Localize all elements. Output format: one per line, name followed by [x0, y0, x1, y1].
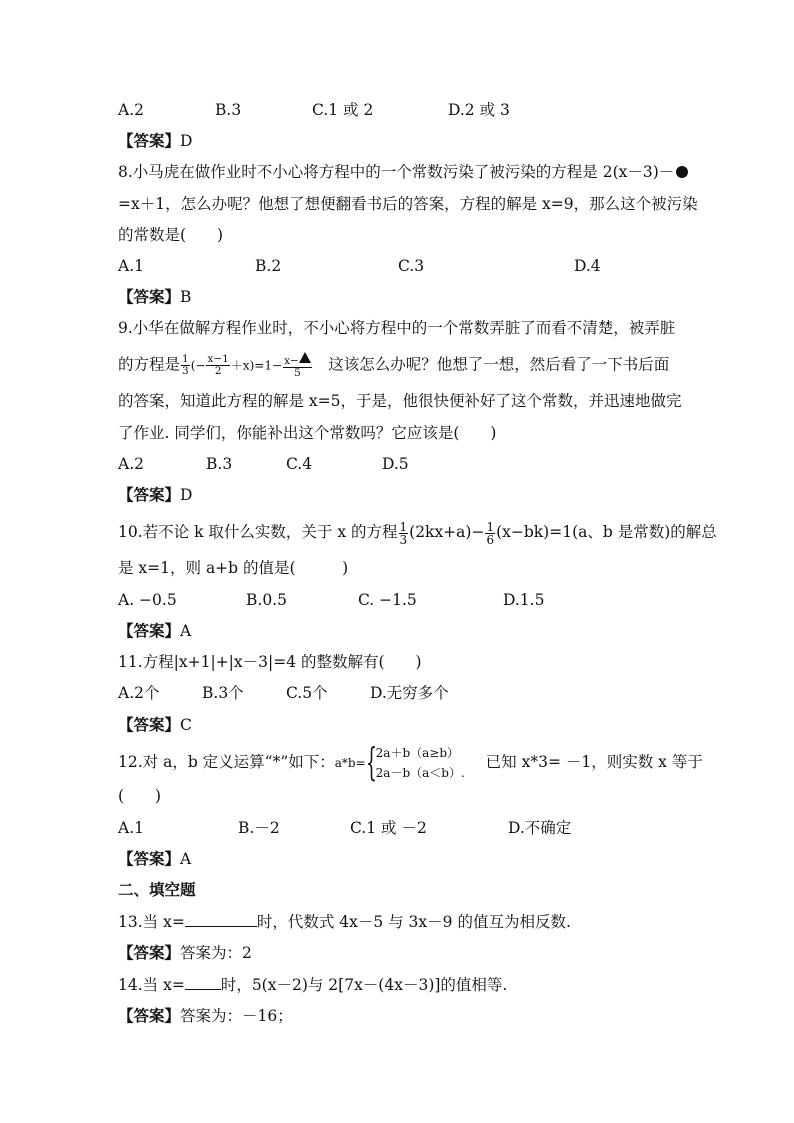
numerator: x− — [283, 352, 312, 368]
q12-option-c: C.1 或 －2 — [350, 819, 427, 837]
q7-option-b: B.3 — [215, 101, 242, 119]
q7-answer — [118, 131, 192, 151]
q10-text: 10.若不论 k 取什么实数，关于 x 的方程 — [118, 523, 398, 541]
q10-option-d: D.1.5 — [503, 591, 545, 609]
q8-option-a: A.1 — [118, 257, 144, 275]
answer-label: 【答案】 — [118, 132, 181, 150]
ink-blot-circle-icon — [676, 166, 688, 178]
answer-label: 【答案】 — [118, 288, 181, 306]
q8-line2: =x＋1，怎么办呢？他想了想便翻看书后的答案，方程的解是 x=9，那么这个被污染 — [118, 195, 698, 213]
q12-option-b: B.－2 — [238, 819, 280, 837]
fraction — [206, 354, 229, 377]
answer-label: 【答案】 — [118, 1007, 181, 1025]
answer-value: 答案为：2 — [180, 944, 252, 962]
q12-option-d: D.不确定 — [508, 819, 572, 837]
q11-options — [118, 683, 449, 703]
q9-answer — [118, 485, 192, 505]
q11-answer — [118, 715, 192, 735]
q8-option-b: B.2 — [255, 257, 282, 275]
fraction — [485, 521, 495, 546]
q9-line2 — [118, 352, 669, 379]
q7-options — [118, 100, 510, 120]
q10-option-a: A. −0.5 — [118, 591, 177, 609]
answer-label: 【答案】 — [118, 850, 181, 868]
denominator: 5 — [294, 367, 301, 379]
q14-text: 14.当 x= — [118, 976, 185, 994]
equation-part: (− — [190, 358, 206, 373]
q12-option-a: A.1 — [118, 819, 144, 837]
equation-part: ＋x)=1− — [230, 358, 283, 373]
case-1: 2a＋b（a≥b） — [375, 746, 460, 760]
q12-text: 已知 x*3= －1，则实数 x 等于 — [485, 753, 703, 771]
q13-line1 — [118, 912, 571, 932]
q13-text: 时，代数式 4x－5 与 3x－9 的值互为相反数. — [256, 913, 571, 931]
q10-answer — [118, 621, 191, 641]
q9-text: 这该怎么办呢？他想了一想，然后看了一下书后面 — [312, 355, 670, 374]
answer-value: B — [180, 288, 192, 306]
q8-option-c: C.3 — [398, 257, 425, 275]
answer-value: D — [180, 132, 193, 150]
fraction — [399, 521, 409, 546]
denominator: 6 — [486, 532, 495, 547]
q12-text: 12.对 a，b 定义运算“*”如下： — [118, 753, 335, 771]
q8-options — [118, 256, 601, 276]
answer-value: 答案为：－16； — [180, 1007, 293, 1025]
q9-line3: 的答案，知道此方程的解是 x=5，于是，他很快便补好了这个常数，并迅速地做完 — [118, 392, 682, 410]
q11-option-c: C.5个 — [286, 684, 328, 702]
q11-option-b: B.3个 — [202, 684, 244, 702]
q8-line1 — [118, 162, 688, 182]
answer-label: 【答案】 — [118, 622, 181, 640]
case-2: 2a－b（a＜b）. — [375, 766, 465, 780]
piecewise-definition — [365, 740, 486, 784]
section-title: 二、填空题 — [118, 881, 196, 899]
ink-blot-triangle-icon — [299, 352, 311, 363]
answer-label: 【答案】 — [118, 486, 181, 504]
q10-line2: 是 x=1，则 a+b 的值是( ) — [118, 559, 349, 577]
q10-options — [118, 590, 544, 610]
q14-line1 — [118, 975, 507, 995]
equation-part: (2kx+a)− — [409, 523, 485, 541]
q12-answer — [118, 849, 191, 869]
equation-part: a*b= — [334, 756, 366, 770]
answer-value: C — [180, 716, 192, 734]
q12-line1 — [118, 742, 703, 782]
q9-options — [118, 454, 409, 474]
denominator: 2 — [214, 365, 222, 377]
q8-option-d: D.4 — [574, 257, 601, 275]
q9-text: 的方程是 — [118, 355, 181, 374]
answer-label: 【答案】 — [118, 716, 181, 734]
answer-value: D — [180, 486, 193, 504]
q10-option-b: B.0.5 — [246, 591, 287, 609]
fraction — [181, 354, 190, 377]
answer-label: 【答案】 — [118, 944, 181, 962]
q7-option-d: D.2 或 3 — [448, 101, 510, 119]
numerator: 1 — [182, 353, 189, 365]
answer-blank[interactable] — [185, 912, 257, 927]
q9-option-a: A.2 — [118, 455, 144, 473]
q9-option-d: D.5 — [382, 455, 409, 473]
q10-option-c: C. −1.5 — [358, 591, 417, 609]
q11-option-a: A.2个 — [118, 684, 160, 702]
answer-value: A — [180, 850, 192, 868]
q10-text: (x−bk)=1(a、b 是常数)的解总 — [496, 523, 717, 541]
q13-answer — [118, 943, 252, 963]
q8-line3: 的常数是( ) — [118, 226, 224, 244]
q11-line1: 11.方程|x+1|+|x－3|=4 的整数解有( ) — [118, 653, 422, 671]
brace: { — [365, 740, 377, 784]
q9-line1: 9.小华在做解方程作业时，不小心将方程中的一个常数弄脏了而看不清楚，被弄脏 — [118, 319, 676, 337]
answer-value: A — [180, 622, 192, 640]
q8-text: 8.小马虎在做作业时不小心将方程中的一个常数污染了被污染的方程是 2(x－3)－ — [118, 163, 675, 181]
numerator: x−1 — [207, 353, 229, 365]
q9-line4: 了作业. 同学们，你能补出这个常数吗？它应该是( ) — [118, 424, 497, 442]
q8-answer — [118, 287, 191, 307]
denominator: 3 — [399, 532, 408, 547]
numerator: 1 — [486, 519, 495, 534]
q13-text: 13.当 x= — [118, 913, 185, 931]
q12-line2: ( ) — [118, 787, 162, 805]
answer-blank[interactable] — [185, 975, 221, 990]
q14-text: 时，5(x－2)与 2[7x－(4x－3)]的值相等. — [220, 976, 508, 994]
q10-line1 — [118, 520, 717, 546]
numerator: 1 — [399, 519, 408, 534]
denominator: 3 — [182, 365, 189, 377]
q7-option-c: C.1 或 2 — [312, 101, 374, 119]
q7-option-a: A.2 — [118, 101, 144, 119]
q12-options — [118, 818, 571, 838]
q9-option-c: C.4 — [286, 455, 313, 473]
q11-option-d: D.无穷多个 — [370, 684, 449, 702]
fraction — [283, 352, 312, 379]
q9-option-b: B.3 — [206, 455, 233, 473]
q14-answer — [118, 1006, 293, 1026]
